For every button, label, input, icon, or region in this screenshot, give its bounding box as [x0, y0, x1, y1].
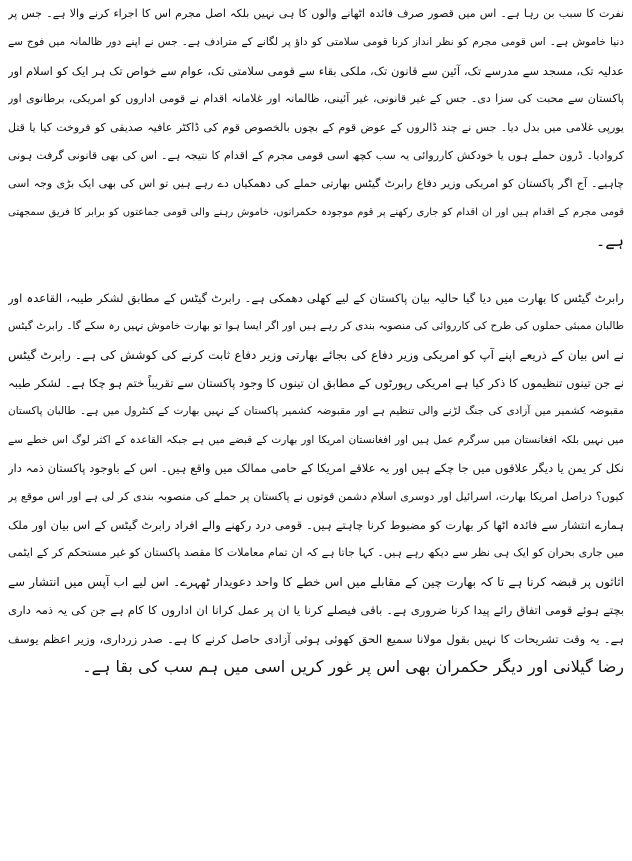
text-line: پاکستان سے محبت کی سزا دی۔ جس کے غیر قانونی، غیر آئینی، ظالمانہ اور غلامانہ اقدام نے قومی اداروں کو امریکی، برطانوی اور: [8, 92, 624, 106]
text-line: ہمارے انتشار سے فائدہ اٹھا کر بھارت کو مضبوط کرنا چاہتے ہیں۔ قومی درد رکھنے والے افراد رابرٹ گیٹس کے اس بیان اور ملک: [8, 518, 624, 533]
paragraph-gap: [8, 256, 624, 284]
text-line: نے جن تینوں تنظیموں کا ذکر کیا ہے امریکی رپورٹوں کے مطابق ان تینوں کا وجود پاکستان سے تقریباً ختم ہو چکا ہے۔ لشکر طیبہ: [8, 376, 624, 391]
paragraph-2: [8, 284, 624, 681]
text-line: دنیا خاموش ہے۔ اس قومی مجرم کو نظر انداز کرنا قومی سلامتی کو داؤ پر لگانے کے مترادف ہے۔ جس نے اپنے دور ظالمانہ میں فوج سے: [8, 36, 624, 49]
text-line: بچتے ہوئے قومی اتفاق رائے پیدا کرنا ضروری ہے۔ باقی فیصلے کرنا یا ان پر عمل کرانا ان اداروں کا کام ہے جن کی یہ ذمہ داری: [8, 603, 624, 618]
article-body: [8, 0, 624, 681]
text-line: ہے۔: [595, 231, 624, 251]
text-line: کروادیا۔ ڈرون حملے ہوں یا خودکش کارروائی یہ سب کچھ اسی قومی مجرم کے اقدام کا نتیجہ ہے۔ اس کی بھی قانونی گرفت ہونی: [8, 148, 624, 162]
text-line: رضا گیلانی اور دیگر حکمران بھی اس پر غور کریں اسی میں ہم سب کی بقا ہے۔: [82, 656, 624, 676]
text-line: عدلیہ تک، مسجد سے مدرسے تک، آئین سے قانون تک، ملکی بقاء سے قومی سلامتی تک، عوام سے خواص تک ہر ایک کو اسلام اور: [8, 63, 624, 78]
paragraph-1: [8, 0, 624, 256]
text-line: مقبوضہ کشمیر میں آزادی کی جنگ لڑنے والی تنظیم ہے اور مقبوضہ کشمیر پاکستان کے نہیں بھارت کے کنٹرول میں ہے۔ طالبان پاکستان: [8, 405, 624, 418]
text-line: میں نہیں بلکہ افغانستان میں سرگرم عمل ہیں اور افغانستان امریکا اور بھارت کے قبضے میں ہے جبکہ القاعدہ کے اکثر لوگ اس خطے سے: [8, 433, 624, 446]
text-line: کیوں؟ دراصل امریکا بھارت، اسرائیل اور دوسری اسلام دشمن قوتوں نے پاکستان پر حملے کی منصوبہ بندی کر لی ہے اور اس موقع پر: [8, 489, 624, 503]
text-line: نفرت کا سبب بن رہا ہے۔ اس میں قصور صرف فائدہ اٹھانے والوں کا ہی نہیں بلکہ اصل مجرم اس کا اجراء کرنے والا ہے۔ جس پر: [8, 7, 624, 20]
text-line: رابرٹ گیٹس کا بھارت میں دیا گیا حالیہ بیان پاکستان کے لیے کھلی دھمکی ہے۔ رابرٹ گیٹس کے مطابق لشکر طیبہ، القاعدہ اور: [8, 290, 624, 305]
text-line: یورپی غلامی میں بدل دیا۔ جس نے چند ڈالروں کے عوض قوم کے بچوں بالخصوص قوم کی ڈاکٹر عافیہ صدیقی کو فروخت کیا یا قتل: [8, 120, 624, 134]
text-line: قومی مجرم کے اقدام ہیں اور ان اقدام کو جاری رکھنے پر قوم موجودہ حکمرانوں، خاموش رہنے والی قومی جماعتوں کو برابر کا فریق سمجھتی: [8, 206, 624, 218]
text-line: طالبان ممبئی حملوں کی طرح کی کارروائی کی منصوبہ بندی کر رہے ہیں اور اگر ایسا ہوا تو بھارت خاموش نہیں رہ سکے گا۔ رابرٹ گیٹس: [8, 320, 624, 333]
text-line: نے اس بیان کے ذریعے اپنے آپ کو امریکی وزیر دفاع کی بجائے بھارتی وزیر دفاع ثابت کرنے کی کوشش کی ہے۔ رابرٹ گیٹس: [8, 347, 624, 362]
text-line: نکل کر یمن یا دیگر علاقوں میں جا چکے ہیں اور یہ علاقے امریکا کے حامی ممالک میں واقع ہیں۔ اس کے باوجود پاکستان ذمہ دار: [8, 461, 624, 476]
text-line: چاہیے۔ آج اگر پاکستان کو امریکی وزیر دفاع رابرٹ گیٹس بھارتی حملے کی دھمکیاں دے رہے ہیں تو اس کی بھی ایک بڑی وجہ اسی: [8, 177, 624, 191]
text-line: ہے۔ یہ وقت تشریحات کا نہیں بقول مولانا سمیع الحق کھوئی ہوئی آزادی حاصل کرنے کا ہے۔ صدر زرداری، وزیر اعظم یوسف: [8, 631, 624, 646]
text-line: میں جاری بحران کو ایک ہی نظر سے دیکھ رہے ہیں۔ کہا جاتا ہے کہ ان تمام معاملات کا مقصد پاکستان کو غیر مستحکم کر کے ایٹمی: [8, 546, 624, 560]
text-line: اثاثوں پر قبضہ کرنا ہے تا کہ بھارت چین کے مقابلے میں اس خطے کا واحد دعویدار ٹھہرے۔ اس لیے اب آپس میں انتشار سے: [8, 574, 624, 589]
